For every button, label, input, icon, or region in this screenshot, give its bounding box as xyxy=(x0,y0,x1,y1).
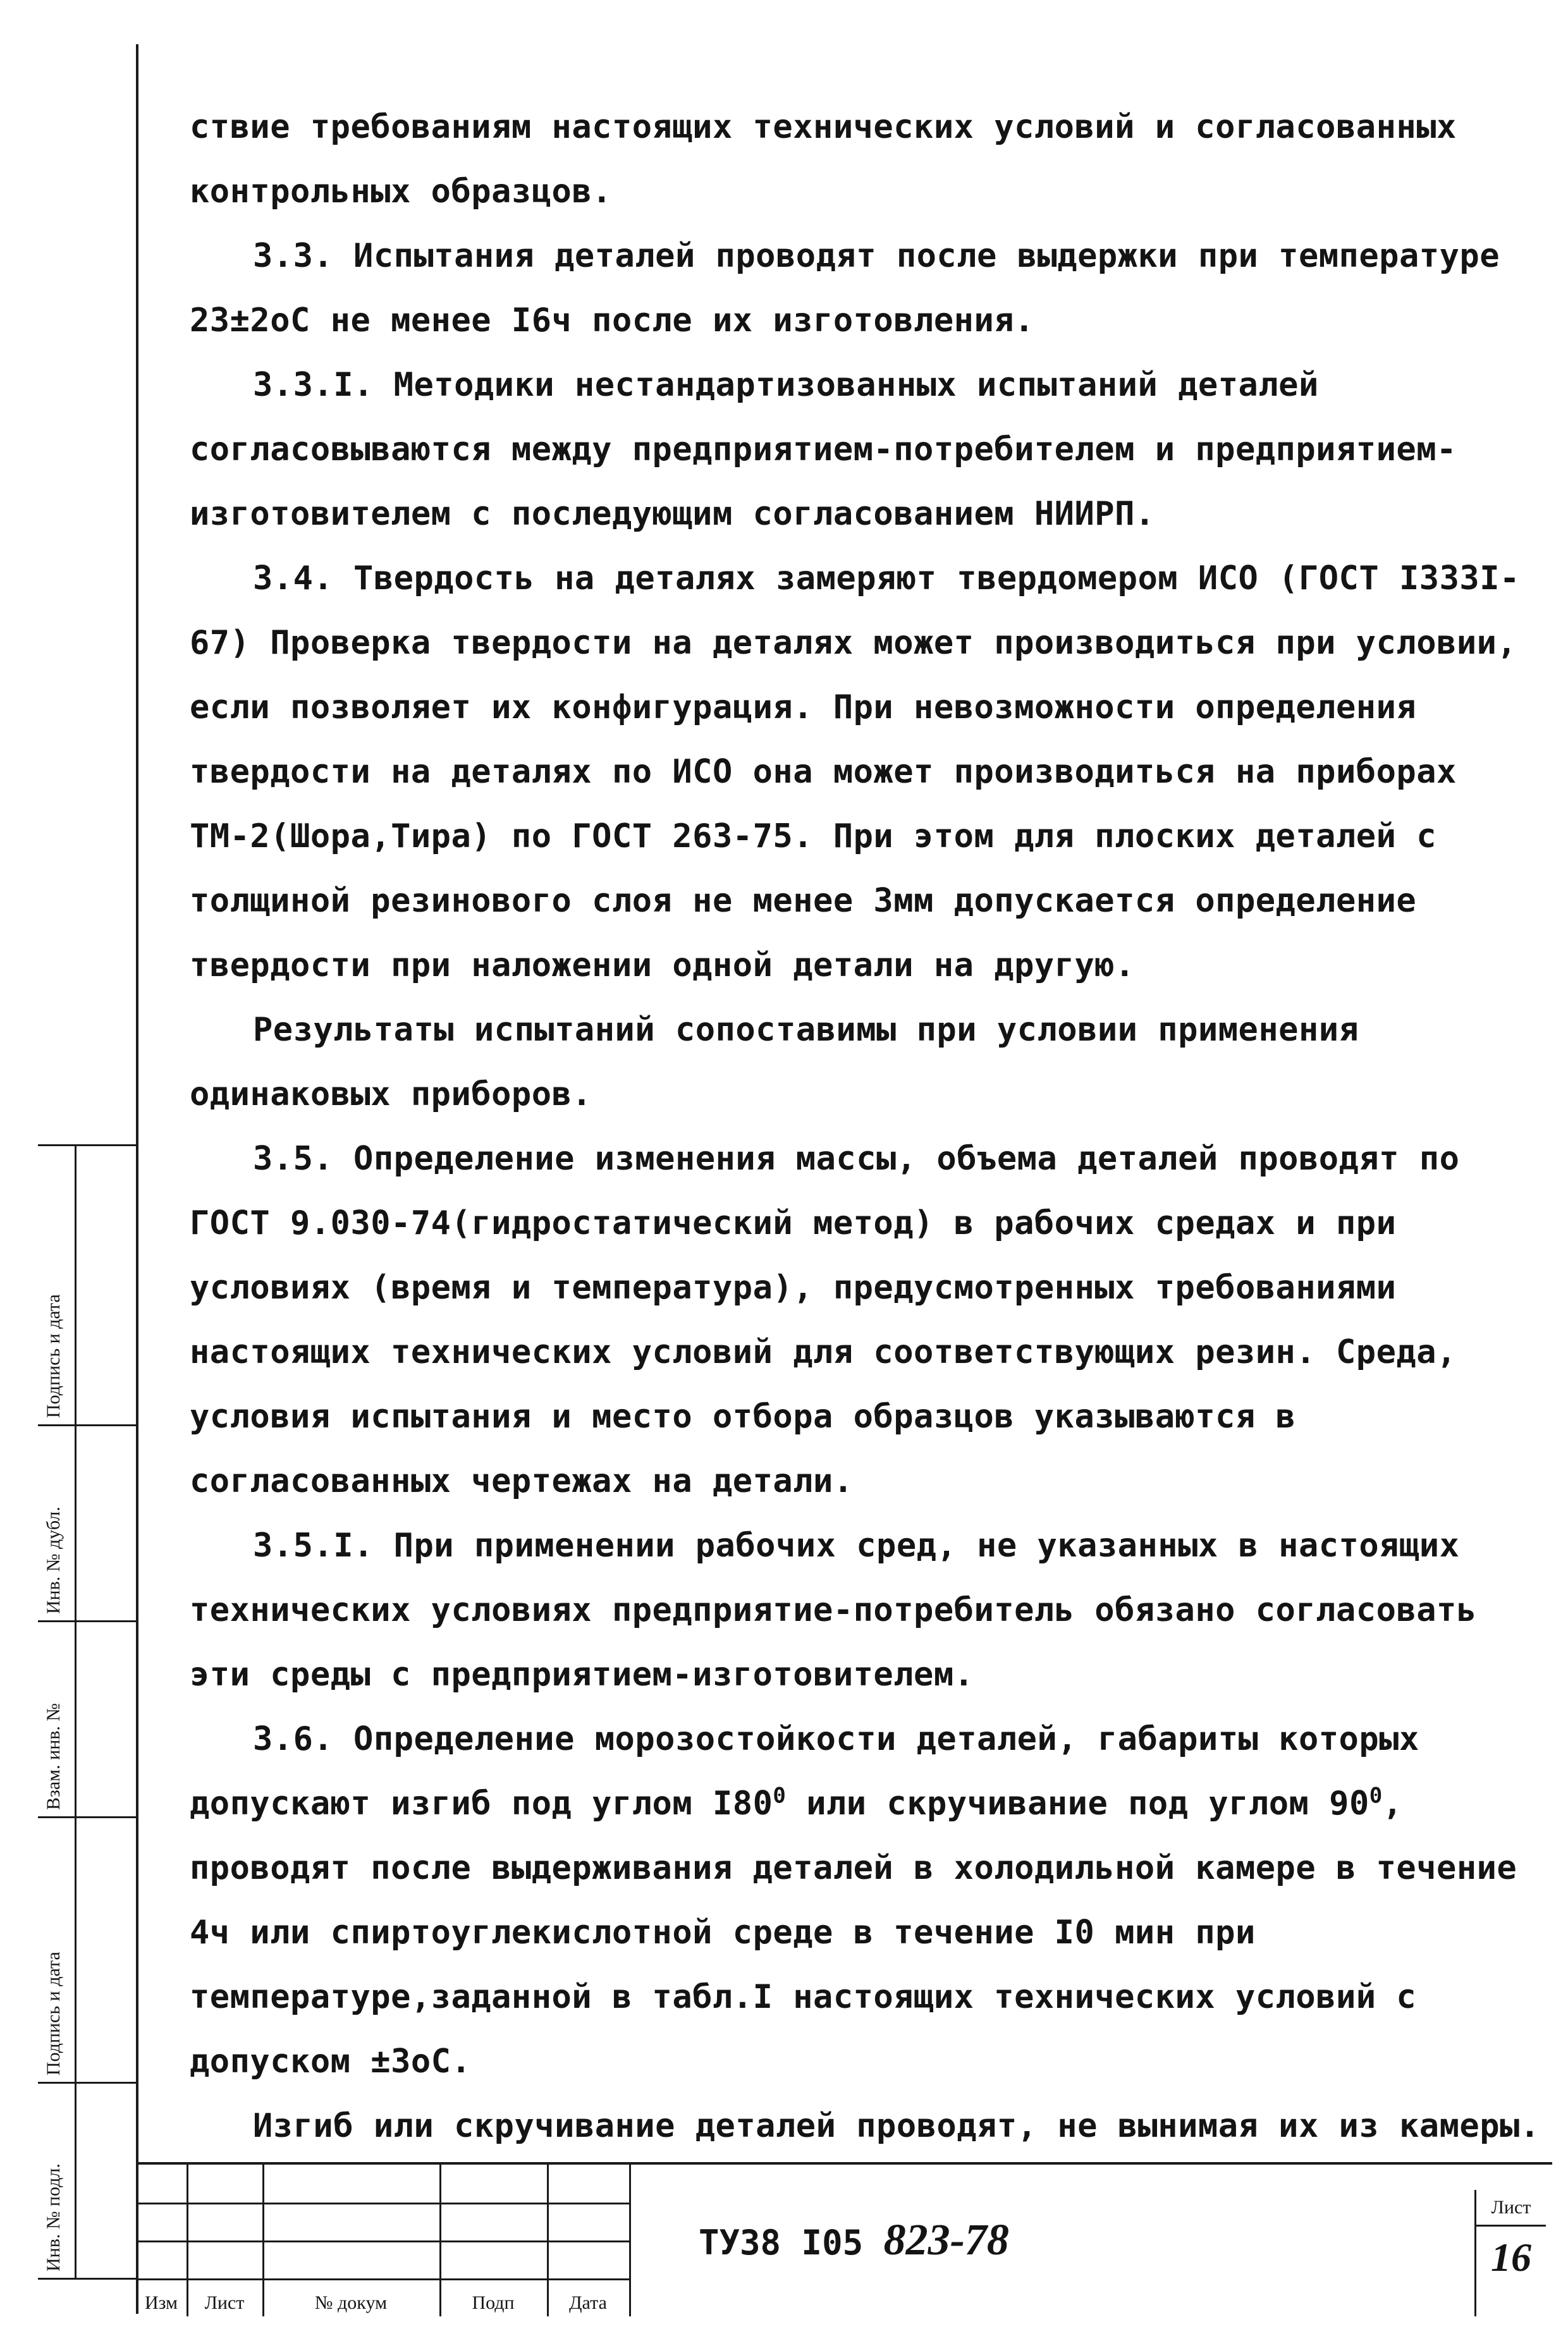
side-cell-original-inv xyxy=(38,2082,136,2280)
title-block xyxy=(136,2162,1552,2316)
revision-grid xyxy=(136,2165,629,2316)
paragraph-3-6-part-c: , проводят после выдерживания деталей в холодильной камере в течение 4ч или спиртоуглекислотной среде в течение I0 мин при температуре,заданной в табл.I настоящих технических условий с допуском ±3оС. xyxy=(190,1785,1517,2081)
side-label: Взам. инв. № xyxy=(43,1702,64,1810)
side-cell-replace-inv xyxy=(38,1620,136,1818)
paragraph-3-5: 3.5. Определение изменения массы, объема деталей проводят по ГОСТ 9.030-74(гидростатический метод) в рабочих средах и при условиях (время и температура), предусмотренных требованиями настоящих технических условий для соответствующих резин. Среда, условия испытания и место отбора образцов указываются в согласованных чертежах на детали. xyxy=(190,1140,1460,1500)
paragraph-3-4: 3.4. Твердость на деталях замеряют твердомером ИСО (ГОСТ I333I-67) Проверка твердости на деталях может производиться при условии, если позволяет их конфигурация. При невозможности определения твердости на деталях по ИСО она может производиться на приборах ТМ-2(Шора,Тира) по ГОСТ 263-75. При этом для плоских деталей с толщиной резинового слоя не менее 3мм допускается определение твердости при наложении одной детали на другую. xyxy=(190,559,1520,984)
column-label-signature: Подп xyxy=(472,2292,515,2313)
side-cell-dup-inv xyxy=(38,1424,136,1622)
side-cell-signature-date xyxy=(38,1146,136,1426)
side-stamp xyxy=(38,1144,136,2284)
side-label: Подпись и дата xyxy=(43,1952,64,2075)
paragraph-results: Результаты испытаний сопоставимы при условии применения одинаковых приборов. xyxy=(190,1011,1359,1113)
side-label: Подпись и дата xyxy=(43,1294,64,1418)
sheet-label: Лист xyxy=(1476,2190,1546,2227)
column-label-doc-number: № докум xyxy=(314,2292,388,2313)
sheet-number: 16 xyxy=(1491,2235,1531,2280)
document-code-handwritten: 823-78 xyxy=(883,2216,1009,2265)
document-code xyxy=(699,2215,1009,2266)
side-cell-signature-date-2 xyxy=(38,1816,136,2084)
side-label: Инв. № подл. xyxy=(43,2163,64,2271)
column-label-change: Изм xyxy=(144,2292,178,2313)
column-label-sheet: Лист xyxy=(204,2292,245,2313)
degree-superscript: 0 xyxy=(773,1783,787,1809)
side-label: Инв. № дубл. xyxy=(43,1507,64,1614)
paragraph-bending: Изгиб или скручивание деталей проводят, не вынимая их из камеры. xyxy=(253,2107,1540,2145)
document-code-printed: ТУ38 I05 xyxy=(699,2223,864,2263)
paragraph-3-6 xyxy=(190,1707,1549,2094)
column-label-date: Дата xyxy=(569,2292,607,2313)
paragraph-3-6-part-a: 3.6. Определение морозостойкости деталей, габариты которых допускают изгиб под углом I80 xyxy=(190,1720,1419,1823)
paragraph-3-3-1: 3.3.I. Методики нестандартизованных испытаний деталей согласовываются между предприятием-потребителем и предприятием-изготовителем с последующим согласованием НИИРП. xyxy=(190,366,1457,533)
degree-superscript: 0 xyxy=(1369,1783,1383,1809)
paragraph-3-5-1: 3.5.I. При применении рабочих сред, не указанных в настоящих технических условиях предприятие-потребитель обязано согласовать эти среды с предприятием-изготовителем. xyxy=(190,1527,1477,1694)
paragraph-3-6-part-b: или скручивание под углом 90 xyxy=(786,1785,1369,1823)
paragraph-3-3: 3.3. Испытания деталей проводят после выдержки при температуре 23±2оС не менее I6ч после их изготовления. xyxy=(190,237,1500,339)
paragraph: ствие требованиям настоящих технических условий и согласованных контрольных образцов. xyxy=(190,108,1457,211)
document-body xyxy=(190,95,1549,2158)
sheet-number-box xyxy=(1474,2190,1546,2316)
